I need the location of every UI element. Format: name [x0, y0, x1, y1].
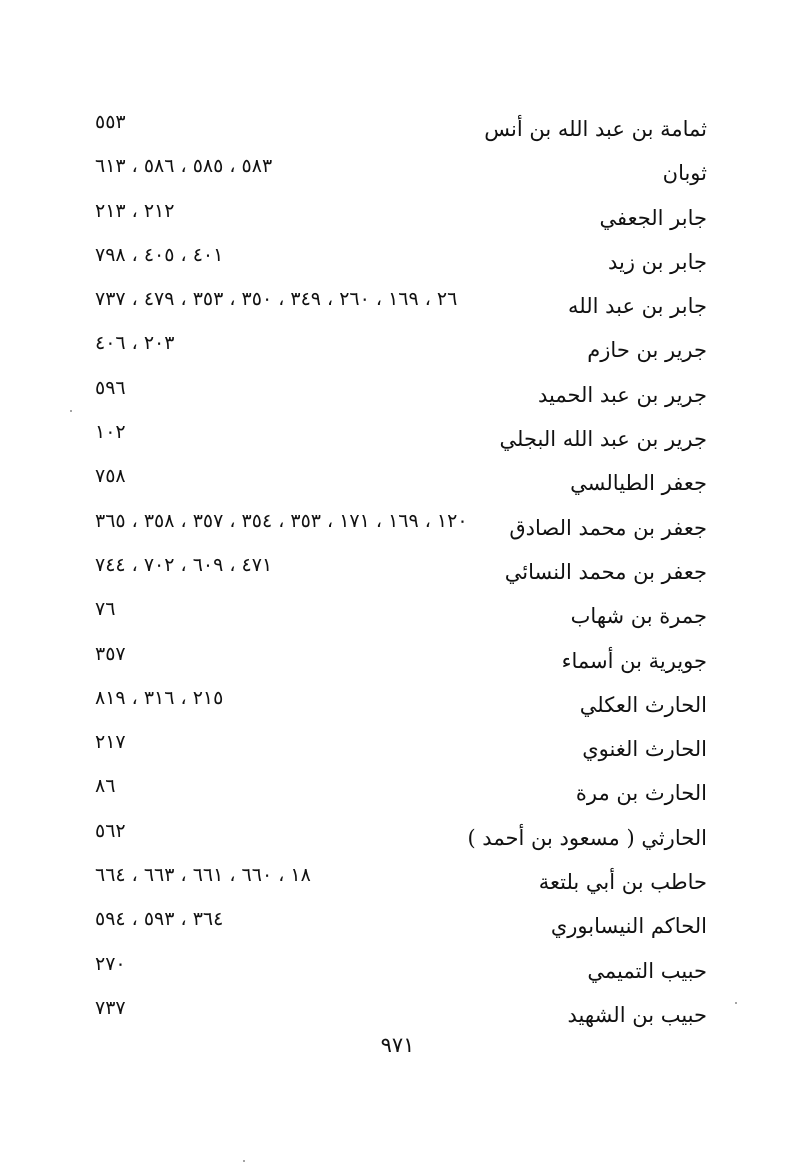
entry-name: ثمامة بن عبد الله بن أنس — [484, 117, 707, 141]
entry-pages: ٤٠١ ، ٤٠٥ ، ٧٩٨ — [95, 243, 224, 266]
index-entry — [95, 241, 707, 285]
index-entry — [95, 595, 707, 639]
entry-pages: ٥٩٦ — [95, 376, 126, 399]
entry-name: جعفر بن محمد الصادق — [509, 515, 707, 540]
scan-speck — [735, 1002, 737, 1004]
entry-pages: ٥٥٣ — [95, 111, 126, 133]
index-entry — [95, 551, 707, 595]
index-entry — [95, 950, 707, 994]
index-entry — [95, 640, 707, 684]
page-number: ٩٧١ — [380, 1033, 415, 1057]
entry-name: الحارث العكلي — [579, 692, 707, 717]
entry-name: ثوبان — [662, 161, 707, 186]
entry-pages: ٢٧٠ — [95, 952, 126, 975]
entry-pages: ٧٥٨ — [95, 465, 126, 488]
entry-pages: ٢١٥ ، ٣١٦ ، ٨١٩ — [95, 686, 224, 709]
entry-name: جابر الجعفي — [599, 205, 707, 230]
index-entry — [95, 418, 707, 462]
entry-pages: ١٠٢ — [95, 421, 126, 444]
entry-name: حبيب التميمي — [587, 958, 707, 983]
entry-pages: ٥٨٣ ، ٥٨٥ ، ٥٨٦ ، ٦١٣ — [95, 155, 273, 178]
index-entry — [95, 285, 707, 329]
entry-name: حبيب بن الشهيد — [567, 1002, 707, 1027]
index-entry — [95, 905, 707, 949]
entry-pages: ٣٥٧ — [95, 642, 126, 665]
entry-pages: ٨٦ — [95, 775, 116, 798]
entry-pages: ١٢٠ ، ١٦٩ ، ١٧١ ، ٣٥٣ ، ٣٥٤ ، ٣٥٧ ، ٣٥٨ ، ٣٦٥ — [95, 509, 468, 532]
index-entry — [95, 329, 707, 373]
entry-name: جابر بن عبد الله — [567, 294, 707, 319]
entry-pages: ١٨ ، ٦٦٠ ، ٦٦١ ، ٦٦٣ ، ٦٦٤ — [95, 864, 311, 887]
index-entry — [95, 462, 707, 506]
entry-name: جرير بن حازم — [587, 338, 707, 363]
index-entry — [95, 861, 707, 905]
entry-name: الحارث بن مرة — [575, 781, 707, 806]
index-entry — [95, 374, 707, 418]
index-entry — [95, 507, 707, 551]
entry-pages: ٧٦ — [95, 598, 116, 621]
entry-name: جرير بن عبد الحميد — [537, 382, 707, 407]
index-entry — [95, 728, 707, 772]
entry-name: حاطب بن أبي بلتعة — [538, 870, 707, 895]
index-entry — [95, 684, 707, 728]
entry-pages: ٢١٢ ، ٢١٣ — [95, 199, 175, 222]
entry-name: جعفر بن محمد النسائي — [504, 559, 707, 584]
scan-speck — [70, 410, 72, 412]
index-entry — [95, 817, 707, 861]
index-entry — [95, 108, 707, 152]
index-entry — [95, 152, 707, 196]
entry-pages: ٥٦٢ — [95, 819, 126, 842]
entry-name: جرير بن عبد الله البجلي — [499, 427, 707, 452]
entry-pages: ٢١٧ — [95, 731, 126, 754]
entry-pages: ٢٦ ، ١٦٩ ، ٢٦٠ ، ٣٤٩ ، ٣٥٠ ، ٣٥٣ ، ٤٧٩ ، ٧٣٧ — [95, 288, 458, 311]
entry-pages: ٣٦٤ ، ٥٩٣ ، ٥٩٤ — [95, 908, 224, 931]
scan-speck — [243, 1160, 245, 1162]
name-index-list — [95, 108, 707, 1038]
index-entry — [95, 197, 707, 241]
entry-name: جويرية بن أسماء — [561, 648, 707, 673]
entry-pages: ٢٠٣ ، ٤٠٦ — [95, 332, 175, 355]
entry-pages: ٤٧١ ، ٦٠٩ ، ٧٠٢ ، ٧٤٤ — [95, 553, 273, 576]
entry-name: جابر بن زيد — [607, 249, 707, 274]
entry-name: جمرة بن شهاب — [570, 604, 707, 629]
index-entry — [95, 772, 707, 816]
entry-name: الحارثي ( مسعود بن أحمد ) — [467, 825, 707, 850]
entry-name: الحاكم النيسابوري — [550, 914, 707, 939]
entry-name: جعفر الطيالسي — [570, 471, 707, 496]
entry-name: الحارث الغنوي — [582, 737, 707, 762]
entry-pages: ٧٣٧ — [95, 996, 126, 1019]
